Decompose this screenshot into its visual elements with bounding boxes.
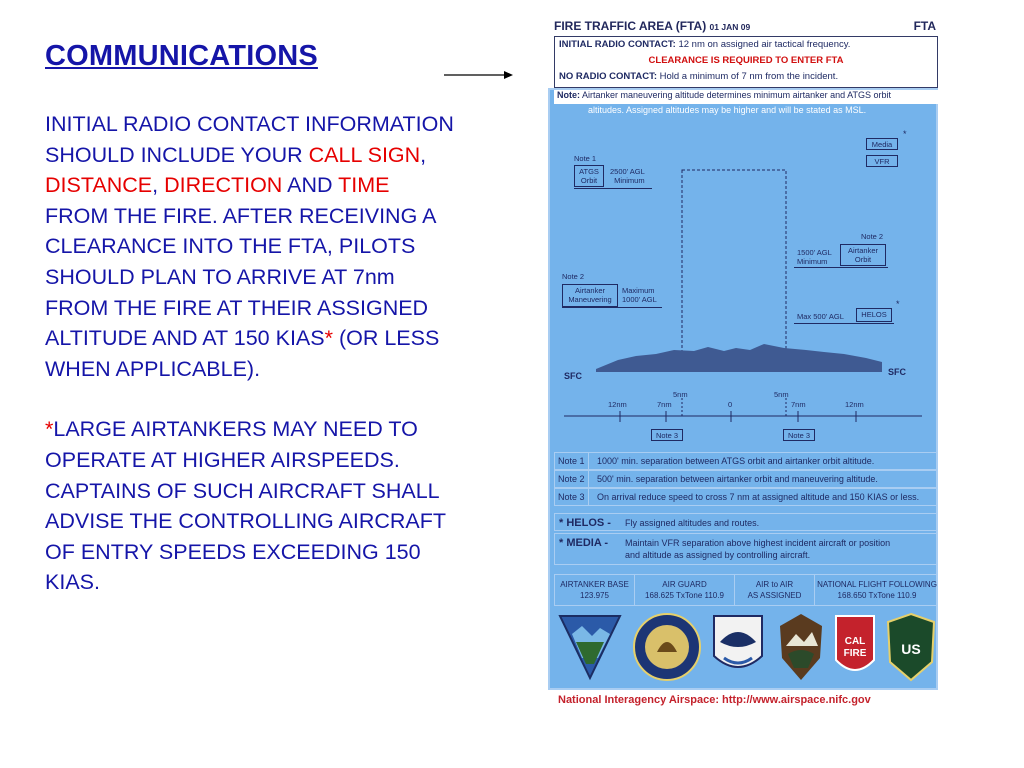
page-title: COMMUNICATIONS xyxy=(45,40,318,72)
airspace-url-footer[interactable]: National Interagency Airspace: http://www.airspace.nifc.gov xyxy=(558,694,871,706)
agl-2500-label: 2500' AGL Minimum xyxy=(610,167,645,185)
sfc-left-label: SFC xyxy=(564,371,582,381)
card-title: FIRE TRAFFIC AREA (FTA) xyxy=(554,19,707,33)
agl-1500-label: 1500' AGL Minimum xyxy=(797,248,832,266)
max-500-label: Max 500' AGL xyxy=(797,312,844,321)
note1-row: Note 1 1000' min. separation between ATGS orbit and airtanker orbit altitude. xyxy=(554,452,938,470)
tick-7nm-right: 7nm xyxy=(791,400,806,409)
freq-air-to-air: AIR to AIR AS ASSIGNED xyxy=(735,575,815,605)
time-highlight: TIME xyxy=(338,173,390,198)
helos-info-row: * HELOS - Fly assigned altitudes and routes. xyxy=(554,513,938,531)
tick-5nm-left: 5nm xyxy=(673,390,688,399)
note3-row: Note 3 On arrival reduce speed to cross 7 nm at assigned altitude and 150 KIAS or less. xyxy=(554,488,938,506)
nps-arrowhead-icon xyxy=(776,612,826,682)
call-sign-highlight: CALL SIGN xyxy=(308,142,421,167)
paragraph-initial-contact xyxy=(45,109,455,384)
note3-left-box: Note 3 xyxy=(651,429,683,441)
svg-text:US: US xyxy=(901,641,921,657)
agl-1000-label: Maximum 1000' AGL xyxy=(622,286,657,304)
clearance-row: CLEARANCE IS REQUIRED TO ENTER FTA xyxy=(648,55,844,66)
contact-box xyxy=(554,36,938,88)
distance-highlight: DISTANCE xyxy=(45,173,153,198)
svg-text:CAL: CAL xyxy=(844,636,866,647)
note-row-continued: altitudes. Assigned altitudes may be higher and will be stated as MSL. xyxy=(588,105,867,115)
arrow-right-icon xyxy=(444,68,514,82)
svg-text:FIRE: FIRE xyxy=(843,648,867,659)
agency-logos xyxy=(554,610,938,684)
frequency-row xyxy=(554,574,938,606)
direction-highlight: DIRECTION xyxy=(164,173,283,198)
paragraph-airtankers xyxy=(45,414,455,598)
media-asterisk: * xyxy=(903,129,907,139)
fish-wildlife-logo-icon xyxy=(710,612,766,682)
fire-area-diagram xyxy=(548,164,938,394)
freq-airtanker-base: AIRTANKER BASE 123.975 xyxy=(555,575,635,605)
initial-contact-row: INITIAL RADIO CONTACT: 12 nm on assigned air tactical frequency. xyxy=(559,39,851,50)
media-box: Media xyxy=(866,138,898,150)
usfs-shield-icon xyxy=(884,612,938,682)
calfire-logo-icon xyxy=(832,612,878,682)
helos-asterisk: * xyxy=(896,299,900,309)
asterisk: * xyxy=(324,326,333,351)
card-abbr: FTA xyxy=(913,19,936,33)
airtanker-maneuvering-box: Airtanker Maneuvering xyxy=(562,284,618,307)
left-text-column xyxy=(45,40,455,598)
note3-right-box: Note 3 xyxy=(783,429,815,441)
vfr-box: VFR xyxy=(866,155,898,167)
p2-text: LARGE AIRTANKERS MAY NEED TO OPERATE AT HIGHER AIRSPEEDS. CAPTAINS OF SUCH AIRCRAFT SHALL ADVISE THE CONTROLLING AIRCRAFT OF ENTRY SPEEDS EXCEEDING 150 KIAS. xyxy=(45,417,446,595)
fta-card xyxy=(548,14,944,714)
distance-scale xyxy=(548,398,938,438)
asterisk: * xyxy=(45,417,54,442)
bia-seal-icon xyxy=(632,612,702,682)
no-radio-row: NO RADIO CONTACT: Hold a minimum of 7 nm from the incident. xyxy=(559,71,839,82)
card-header xyxy=(554,19,938,35)
note2-row: Note 2 500' min. separation between airtanker orbit and maneuvering altitude. xyxy=(554,470,938,488)
note2-left-label: Note 2 xyxy=(562,272,585,281)
blm-logo-icon xyxy=(558,612,622,682)
helos-box: HELOS xyxy=(856,308,892,322)
card-date: 01 JAN 09 xyxy=(709,22,751,32)
atgs-orbit-box: ATGS Orbit xyxy=(574,165,604,187)
tick-12nm-right: 12nm xyxy=(845,400,864,409)
media-info-row: * MEDIA - Maintain VFR separation above highest incident aircraft or position and altitude as assigned by controlling aircraft. xyxy=(554,533,938,565)
p1-text-e: FROM THE FIRE. AFTER RECEIVING A CLEARANCE INTO THE FTA, PILOTS SHOULD PLAN TO ARRIVE AT 7nm FROM THE FIRE AT THEIR ASSIGNED ALTITUDE AND AT 150 KIAS xyxy=(45,203,436,351)
tick-5nm-right: 5nm xyxy=(774,390,789,399)
p1-text-d: AND xyxy=(282,173,339,198)
p1-text-f: (OR LESS WHEN APPLICABLE). xyxy=(45,326,440,381)
p1-text-c: , xyxy=(152,173,165,198)
sfc-right-label: SFC xyxy=(888,367,906,377)
freq-national-flight-following: NATIONAL FLIGHT FOLLOWING 168.650 TxTone 110.9 xyxy=(817,580,937,600)
note-row: Note: Airtanker maneuvering altitude determines minimum airtanker and ATGS orbit xyxy=(554,90,938,104)
note2-right-label: Note 2 xyxy=(861,232,884,241)
airtanker-orbit-box: Airtanker Orbit xyxy=(840,244,886,266)
tick-0: 0 xyxy=(728,400,733,409)
tick-12nm-left: 12nm xyxy=(608,400,627,409)
note1-label: Note 1 xyxy=(574,154,597,163)
freq-air-guard: AIR GUARD 168.625 TxTone 110.9 xyxy=(635,575,735,605)
p1-text-b: , xyxy=(420,142,427,167)
p1-text-a: INITIAL RADIO CONTACT INFORMATION SHOULD INCLUDE YOUR xyxy=(45,112,454,167)
tick-7nm-left: 7nm xyxy=(657,400,672,409)
